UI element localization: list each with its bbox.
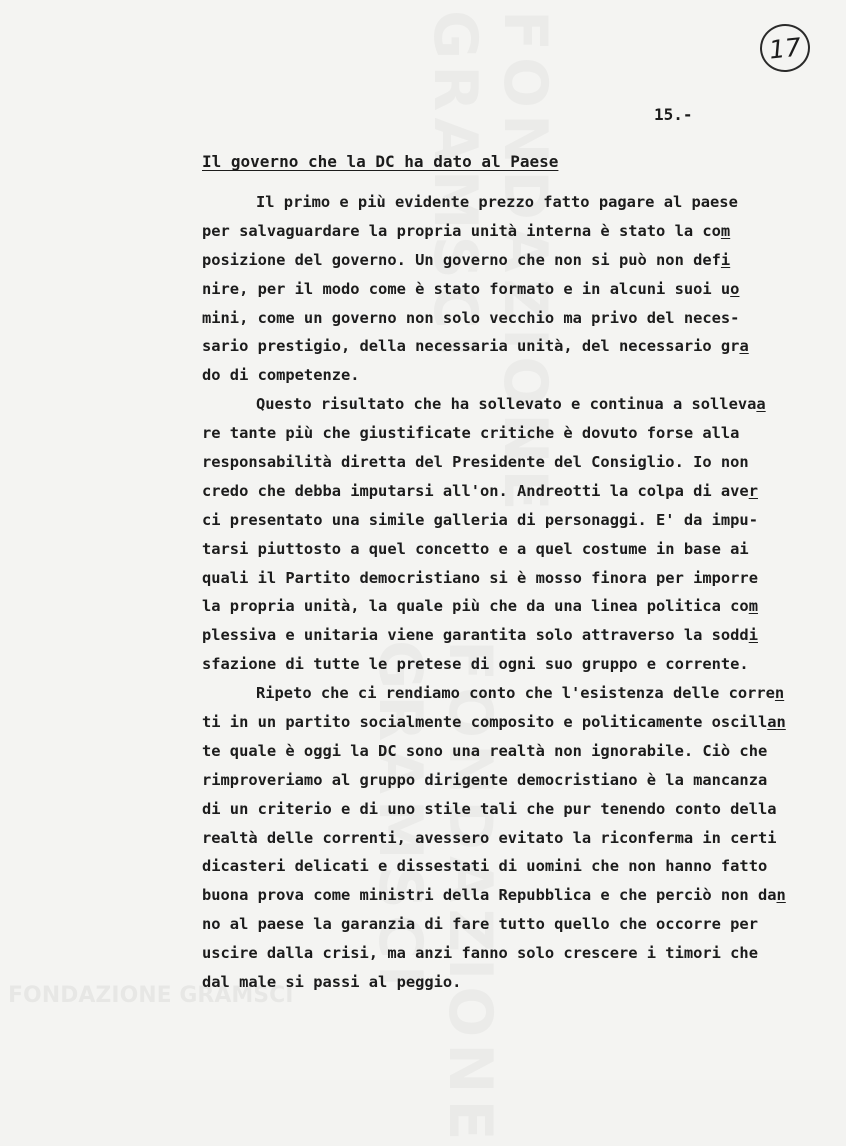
text-line-content: re tante più che giustificate critiche è dovuto forse alla xyxy=(202,424,740,443)
text-line-content: mini, come un governo non solo vecchio ma privo del neces- xyxy=(202,308,740,327)
text-line-content: no al paese la garanzia di fare tutto quello che occorre per xyxy=(202,915,758,934)
text-line-content: do di competenze. xyxy=(202,366,360,385)
text-line xyxy=(202,968,812,997)
text-line-content: la propria unità, la quale più che da una linea politica co xyxy=(202,597,749,616)
text-line xyxy=(202,506,812,535)
text-line xyxy=(202,246,812,275)
text-line xyxy=(202,592,812,621)
text-line-content: Questo risultato che ha sollevato e continua a solleva xyxy=(256,395,757,414)
hyphenation-underlined-letters: n xyxy=(776,886,786,905)
text-line xyxy=(202,737,812,766)
text-line-content: uscire dalla crisi, ma anzi fanno solo crescere i timori che xyxy=(202,944,758,963)
text-line xyxy=(202,304,812,333)
text-line-content: tarsi piuttosto a quel concetto e a quel costume in base ai xyxy=(202,539,749,558)
text-line xyxy=(202,708,812,737)
text-line-content: credo che debba imputarsi all'on. Andreotti la colpa di ave xyxy=(202,481,749,500)
text-line-content: nire, per il modo come è stato formato e in alcuni suoi u xyxy=(202,279,731,298)
text-line xyxy=(202,332,812,361)
section-title: Il governo che la DC ha dato al Paese xyxy=(202,152,559,171)
text-line xyxy=(202,419,812,448)
hyphenation-underlined-letters: an xyxy=(767,713,786,732)
text-line-content: dicasteri delicati e dissestati di uomini che non hanno fatto xyxy=(202,857,768,876)
archive-logo-watermark: FONDAZIONE GRAMSCI xyxy=(8,983,294,1008)
text-line xyxy=(202,564,812,593)
text-line-content: ti in un partito socialmente composito e politicamente oscill xyxy=(202,713,768,732)
text-line xyxy=(202,275,812,304)
text-line-content: Ripeto che ci rendiamo conto che l'esistenza delle corre xyxy=(256,684,775,703)
hyphenation-underlined-letters: i xyxy=(748,626,758,645)
hyphenation-underlined-letters: m xyxy=(720,221,731,240)
page-number: 15.- xyxy=(654,105,693,124)
hyphenation-underlined-letters: a xyxy=(739,337,749,356)
text-line xyxy=(202,390,812,419)
text-line-content: ci presentato una simile galleria di personaggi. E' da impu- xyxy=(202,510,758,529)
text-line xyxy=(202,448,812,477)
text-line-content: sfazione di tutte le pretese di ogni suo gruppo e corrente. xyxy=(202,655,749,674)
text-line xyxy=(202,766,812,795)
text-line-content: rimproveriamo al gruppo dirigente democristiano è la mancanza xyxy=(202,770,768,789)
text-line xyxy=(202,188,812,217)
text-line xyxy=(202,852,812,881)
text-line xyxy=(202,621,812,650)
text-line-content: plessiva e unitaria viene garantita solo attraverso la sodd xyxy=(202,626,749,645)
text-line xyxy=(202,650,812,679)
text-line-content: posizione del governo. Un governo che non si può non def xyxy=(202,250,721,269)
text-line-content: sario prestigio, della necessaria unità, del necessario gr xyxy=(202,337,740,356)
text-line xyxy=(202,795,812,824)
text-line xyxy=(202,881,812,910)
text-line-content: dal male si passi al peggio. xyxy=(202,973,462,992)
hyphenation-underlined-letters: m xyxy=(748,597,758,616)
text-line-content: Il primo e più evidente prezzo fatto pagare al paese xyxy=(256,193,738,211)
handwritten-page-stamp: 17 xyxy=(758,22,813,75)
text-line xyxy=(202,824,812,853)
text-line xyxy=(202,361,812,390)
text-line xyxy=(202,910,812,939)
text-line xyxy=(202,477,812,506)
hyphenation-underlined-letters: n xyxy=(774,684,785,703)
text-line xyxy=(202,939,812,968)
hyphenation-underlined-letters: r xyxy=(748,481,758,500)
hyphenation-underlined-letters: a xyxy=(756,395,766,414)
text-line xyxy=(202,679,812,708)
text-line xyxy=(202,535,812,564)
text-line-content: responsabilità diretta del Presidente del Consiglio. Io non xyxy=(202,453,749,472)
text-line xyxy=(202,217,812,246)
body-text xyxy=(202,188,812,997)
text-line-content: buona prova come ministri della Repubblica e che perciò non da xyxy=(202,886,777,905)
hyphenation-underlined-letters: o xyxy=(730,279,740,298)
text-line-content: te quale è oggi la DC sono una realtà non ignorabile. Ciò che xyxy=(202,741,768,760)
hyphenation-underlined-letters: i xyxy=(720,250,731,269)
text-line-content: di un criterio e di uno stile tali che pur tenendo conto della xyxy=(202,799,777,818)
text-line-content: realtà delle correnti, avessero evitato la riconferma in certi xyxy=(202,828,777,847)
text-line-content: quali il Partito democristiano si è mosso finora per imporre xyxy=(202,568,758,587)
text-line-content: per salvaguardare la propria unità interna è stato la co xyxy=(202,221,721,240)
